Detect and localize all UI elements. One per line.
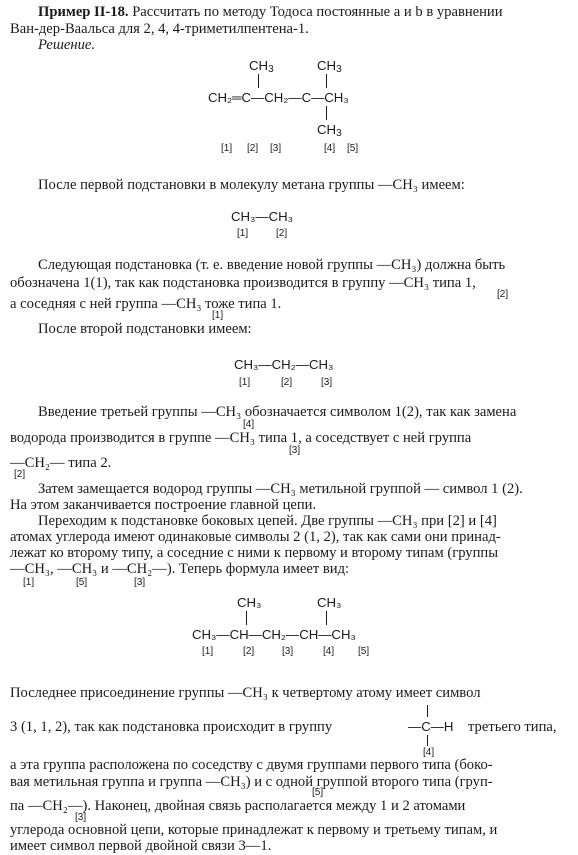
example-task: Рассчитать по методу Тодоса постоянные a и b в уравнении: [132, 4, 503, 20]
bond-vertical: [427, 705, 428, 717]
solution-label: Решение.: [38, 37, 96, 53]
example-task-line2: Ван-дер-Ваальса для 2, 4, 4-триметилпентена-1.: [10, 21, 309, 37]
paragraph: обозначена 1(1), так как подстановка производится в группу —CH₃ типа 1,: [10, 275, 476, 291]
paragraph: а соседняя с ней группа —CH₃ тоже типа 1.: [10, 296, 282, 312]
atom-label: [3]: [75, 812, 87, 823]
atom-label: [1]: [239, 377, 251, 388]
paragraph: водорода производится в группе —CH₃ типа 1, а соседствует с ней группа: [10, 430, 472, 446]
methyl-bottom-c4: $CH_3$: [317, 122, 342, 139]
paragraph: имеет символ первой двойной связи 3—1.: [10, 838, 272, 854]
atom-label: [4]: [324, 143, 336, 154]
methyl-top-c4: CH₃: [317, 595, 342, 610]
atom-label: [2]: [14, 469, 26, 480]
paragraph: третьего типа,: [468, 719, 557, 735]
formula-propane: CH₃—CH₂—CH₃: [234, 357, 334, 372]
atom-label: [3]: [289, 445, 301, 456]
bond-vertical: [258, 74, 259, 88]
formula-ethane: CH₃—CH₃: [231, 209, 294, 224]
atom-label: [2]: [281, 377, 293, 388]
paragraph: па —CH₂—). Наконец, двойная связь располагается между 1 и 2 атомами: [10, 798, 466, 814]
bond-vertical: [326, 74, 327, 88]
atom-label: [5]: [76, 577, 88, 588]
paragraph: Введение третьей группы —CH₃ обозначается символом 1(2), так как замена: [38, 404, 517, 420]
atom-label: [4]: [243, 419, 255, 430]
bond-vertical: [427, 735, 428, 746]
paragraph: Затем замещается водород группы —CH₃ метильной группой — символ 1 (2).: [38, 481, 523, 497]
atom-label: [2]: [247, 143, 259, 154]
atom-label: [2]: [276, 228, 288, 239]
bond-vertical: [326, 106, 327, 120]
paragraph: Следующая подстановка (т. е. введение новой группы —CH₃) должна быть: [38, 257, 506, 273]
paragraph: —CH₂— типа 2.: [10, 455, 112, 471]
atom-label: [2]: [497, 289, 509, 300]
paragraph: После первой подстановки в молекулу метана группы —CH₃ имеем:: [38, 177, 465, 193]
atom-label: [1]: [23, 577, 35, 588]
atom-label: [3]: [321, 377, 333, 388]
methyl-top-c2: CH₃: [237, 595, 262, 610]
main-chain-1: CH₂═C—CH₂—C—CH₃: [208, 90, 349, 105]
main-chain-4: CH₃—CH—CH₂—CH—CH₃: [192, 627, 356, 642]
atom-label: [3]: [282, 646, 294, 657]
paragraph: лежат ко второму типу, а соседние с ними к первому и второму типам (группы: [10, 545, 499, 561]
atom-label: [5]: [347, 143, 359, 154]
atom-label: [2]: [243, 646, 255, 657]
paragraph: 3 (1, 1, 2), так как подстановка происходит в группу: [10, 719, 333, 735]
bond-vertical: [326, 611, 327, 625]
paragraph: На этом заканчивается построение главной цепи.: [10, 497, 317, 513]
paragraph: вая метильная группа и группа —CH₃) и с одной группой второго типа (груп-: [10, 774, 493, 790]
atom-label: [5]: [312, 787, 324, 798]
bond-vertical: [246, 611, 247, 625]
atom-label: [4]: [323, 646, 335, 657]
paragraph: Последнее присоединение группы —CH₃ к четвертому атому имеет символ: [10, 685, 481, 701]
atom-label: [5]: [358, 646, 370, 657]
methyl-top-c2: $CH_3$: [249, 58, 274, 75]
paragraph: а эта группа расположена по соседству с двумя группами первого типа (боко-: [10, 757, 493, 773]
atom-label: [3]: [270, 143, 282, 154]
atom-label: [1]: [221, 143, 233, 154]
paragraph: углерода основной цепи, которые принадлежат к первому и третьему типам, и: [10, 822, 498, 838]
methyl-top-c4: $CH_3$: [317, 58, 342, 75]
ch-group: —C—H: [408, 719, 454, 734]
atom-label: [3]: [134, 577, 146, 588]
paragraph: атомах углерода имеют одинаковые символы 2 (1, 2), так как сами они принад-: [10, 529, 501, 545]
atom-label: [4]: [423, 747, 435, 758]
atom-label: [1]: [212, 310, 224, 321]
paragraph: —CH₃, —CH₃ и —CH₂—). Теперь формула имеет вид:: [10, 561, 350, 577]
atom-label: [1]: [237, 228, 249, 239]
atom-label: [1]: [202, 646, 214, 657]
paragraph: После второй подстановки имеем:: [38, 321, 252, 337]
example-heading: [38, 4, 503, 21]
example-number: Пример II-18.: [38, 4, 129, 20]
paragraph: Переходим к подстановке боковых цепей. Две группы —CH₃ при [2] и [4]: [38, 513, 497, 529]
